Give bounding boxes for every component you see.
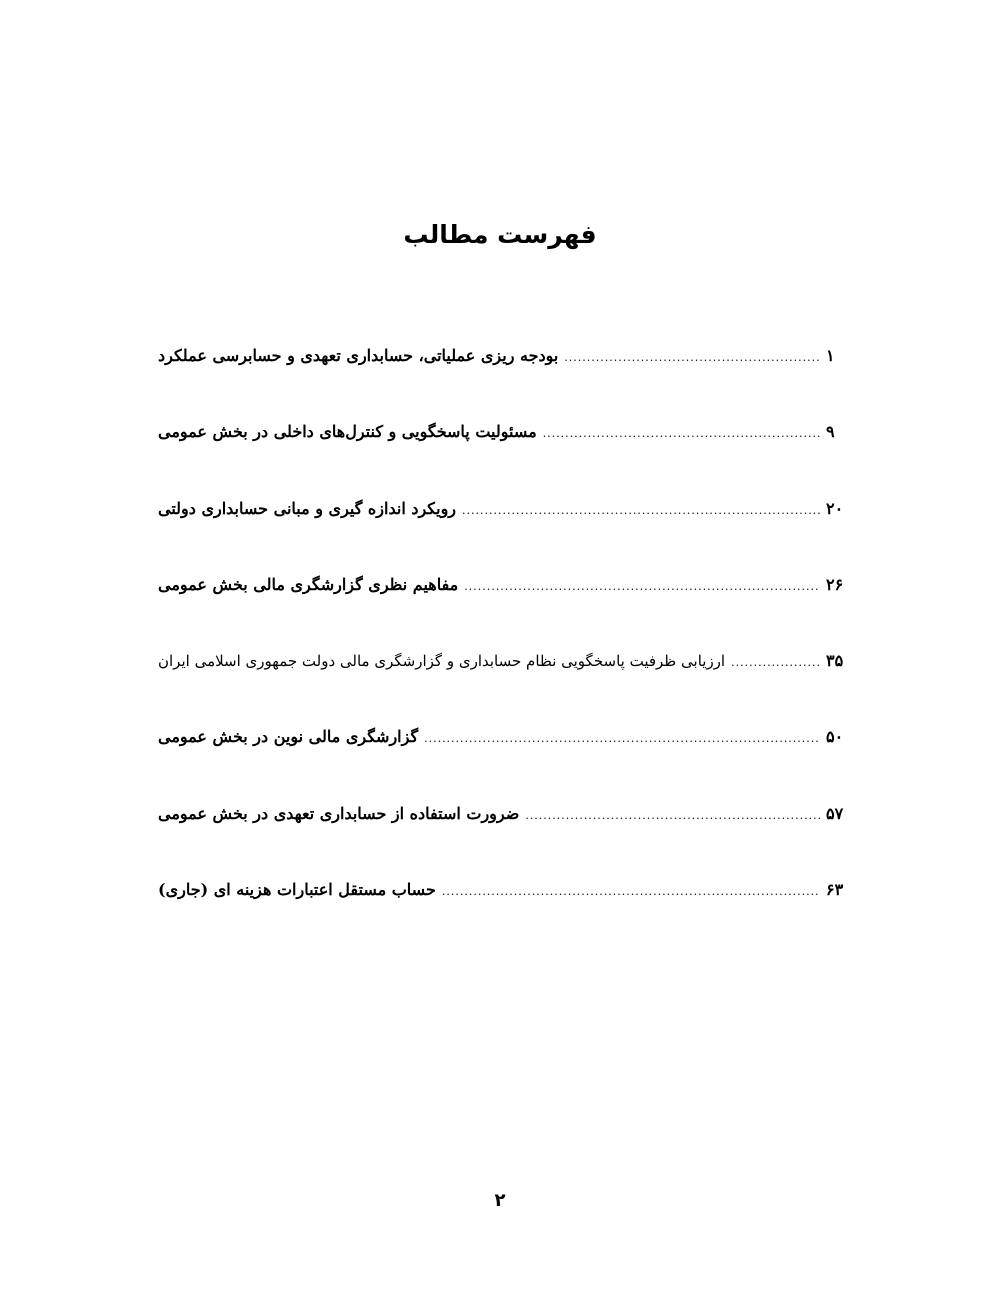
toc-dot-leader [464, 567, 820, 607]
table-of-contents [158, 336, 848, 946]
toc-entry-title: ضرورت استفاده از حسابداری تعهدی در بخش عمومی [158, 803, 520, 823]
toc-dot-leader [731, 643, 820, 683]
toc-entry-title: گزارشگری مالی نوین در بخش عمومی [158, 727, 419, 747]
toc-entry-page: ۲۰ [826, 498, 844, 518]
toc-dot-leader [543, 414, 820, 454]
toc-entry[interactable] [158, 641, 848, 717]
toc-dot-leader [462, 491, 820, 531]
toc-entry[interactable] [158, 489, 848, 565]
toc-entry-title: حساب مستقل اعتبارات هزینه ای (جاری) [158, 880, 436, 900]
toc-entry[interactable] [158, 794, 848, 870]
page-title: فهرست مطالب [403, 220, 597, 249]
toc-entry-page: ۵۰ [826, 727, 844, 747]
toc-dot-leader [525, 796, 820, 836]
toc-dot-leader [564, 338, 820, 378]
toc-entry-title: بودجه ریزی عملیاتی، حسابداری تعهدی و حسابرسی عملکرد [158, 346, 559, 365]
toc-entry-page: ۱ [826, 346, 835, 365]
toc-entry-title: رویکرد اندازه گیری و مبانی حسابداری دولتی [158, 498, 457, 518]
toc-entry-page: ۶۳ [826, 880, 844, 900]
toc-entry[interactable] [158, 870, 848, 946]
toc-entry[interactable] [158, 336, 848, 412]
page-number: ۲ [494, 1190, 506, 1211]
toc-entry-page: ۳۵ [826, 651, 844, 671]
toc-entry-page: ۵۷ [826, 803, 844, 823]
toc-entry-page: ۹ [826, 422, 835, 442]
toc-entry[interactable] [158, 717, 848, 793]
toc-entry[interactable] [158, 565, 848, 641]
toc-entry-title: مفاهیم نظری گزارشگری مالی بخش عمومی [158, 574, 459, 594]
toc-dot-leader [424, 719, 820, 759]
toc-dot-leader [442, 872, 820, 912]
toc-entry-title: ارزیابی ظرفیت پاسخگویی نظام حسابداری و گزارشگری مالی دولت جمهوری اسلامی ایران [158, 652, 726, 671]
toc-entry-page: ۲۶ [826, 574, 844, 594]
toc-entry-title: مسئولیت پاسخگویی و کنترل‌های داخلی در بخش عمومی [158, 422, 537, 442]
toc-entry[interactable] [158, 412, 848, 488]
